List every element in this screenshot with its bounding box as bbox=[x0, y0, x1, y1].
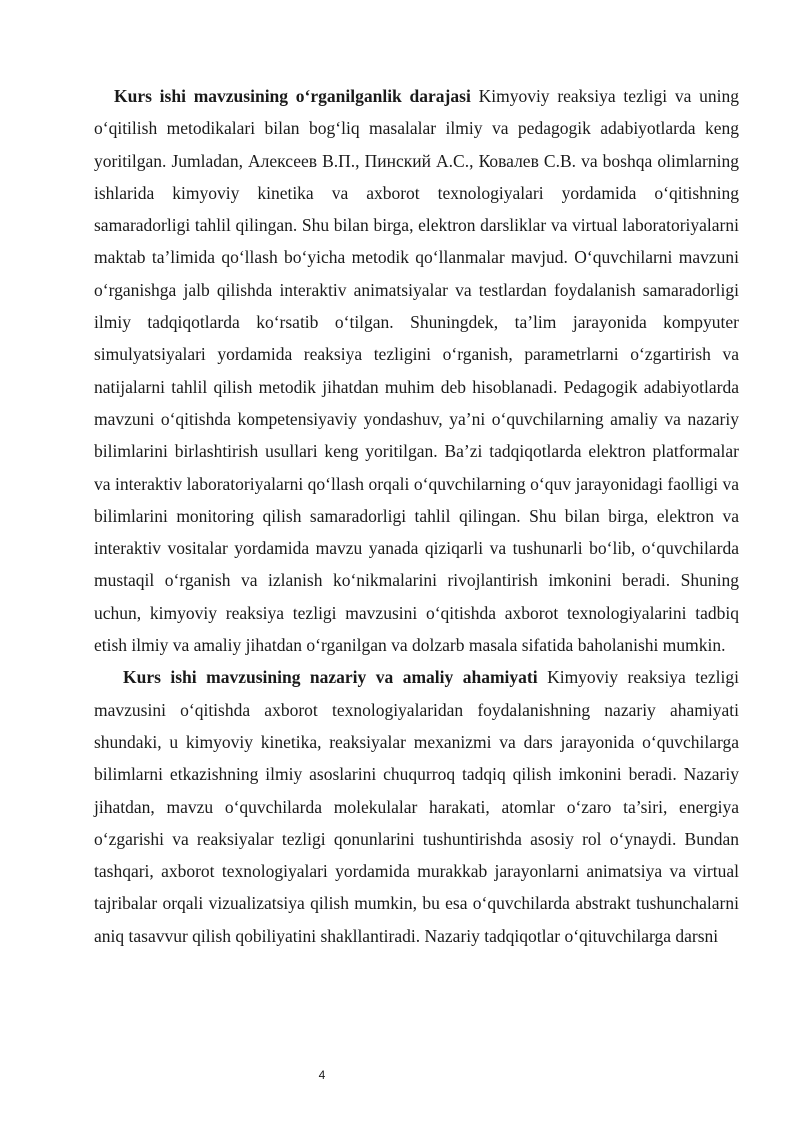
document-page bbox=[94, 80, 739, 952]
page-number: 4 bbox=[318, 1068, 326, 1082]
paragraph-body-study-level: Kimyoviy reaksiya tezligi va uning o‘qitilish metodikalari bilan bog‘liq masalalar ilmiy va pedagogik adabiyotlarda keng yoritilgan. Jumladan, Алексеев В.П., Пинский А.С., Ковалев С.В. va boshqa olimlarning ishlarida kimyoviy kinetika va axborot texnologiyalari yordamida o‘qitishning samaradorligi tahlil qilingan. Shu bilan birga, elektron darsliklar va virtual laboratoriyalarni maktab ta’limida qo‘llash bo‘yicha metodik qo‘llanmalar mavjud. O‘quvchilarni mavzuni o‘rganishga jalb qilishda interaktiv animatsiyalar va testlardan foydalanish samaradorligi ilmiy tadqiqotlarda ko‘rsatib o‘tilgan. Shuningdek, ta’lim jarayonida kompyuter simulyatsiyalari yordamida reaksiya tezligini o‘rganish, parametrlarni o‘zgartirish va natijalarni tahlil qilish metodik jihatdan muhim deb hisoblanadi. Pedagogik adabiyotlarda mavzuni o‘qitishda kompetensiyaviy yondashuv, ya’ni o‘quvchilarning amaliy va nazariy bilimlarini birlashtirish usullari keng yoritilgan. Ba’zi tadqiqotlarda elektron platformalar va interaktiv laboratoriyalarni qo‘llash orqali o‘quvchilarning o‘quv jarayonidagi faolligi va bilimlarini monitoring qilish samaradorligi tahlil qilingan. Shu bilan birga, elektron va interaktiv vositalar yordamida mavzu yanada qiziqarli va tushunarli bo‘lib, o‘quvchilarda mustaqil o‘rganish va izlanish ko‘nikmalarini rivojlantirish imkonini beradi. Shuning uchun, kimyoviy reaksiya tezligi mavzusini o‘qitishda axborot texnologiyalarini tadbiq etish ilmiy va amaliy jihatdan o‘rganilgan va dolzarb masala sifatida baholanishi mumkin. bbox=[94, 86, 740, 656]
paragraph-significance bbox=[94, 661, 739, 952]
paragraph-heading-study-level: Kurs ishi mavzusining o‘rganilganlik darajasi bbox=[114, 86, 471, 106]
paragraph-study-level bbox=[94, 80, 739, 661]
paragraph-heading-significance: Kurs ishi mavzusining nazariy va amaliy ahamiyati bbox=[123, 667, 538, 688]
paragraph-body-significance: Kimyoviy reaksiya tezligi mavzusini o‘qitishda axborot texnologiyalaridan foydalanishning nazariy ahamiyati shundaki, u kimyoviy kinetika, reaksiyalar mexanizmi va dars jarayonida o‘quvchilarga bilimlarni etkazishning ilmiy asoslarini chuqurroq tadqiq qilish imkonini beradi. Nazariy jihatdan, mavzu o‘quvchilarda molekulalar harakati, atomlar o‘zaro ta’siri, energiya o‘zgarishi va reaksiyalar tezligi qonunlarini tushuntirishda asosiy rol o‘ynaydi. Bundan tashqari, axborot texnologiyalari yordamida murakkab jarayonlarni animatsiya va virtual tajribalar orqali vizualizatsiya qilish mumkin, bu esa o‘quvchilarda abstrakt tushunchalarni aniq tasavvur qilish qobiliyatini shakllantiradi. Nazariy tadqiqotlar o‘qituvchilarga darsni bbox=[94, 667, 739, 946]
